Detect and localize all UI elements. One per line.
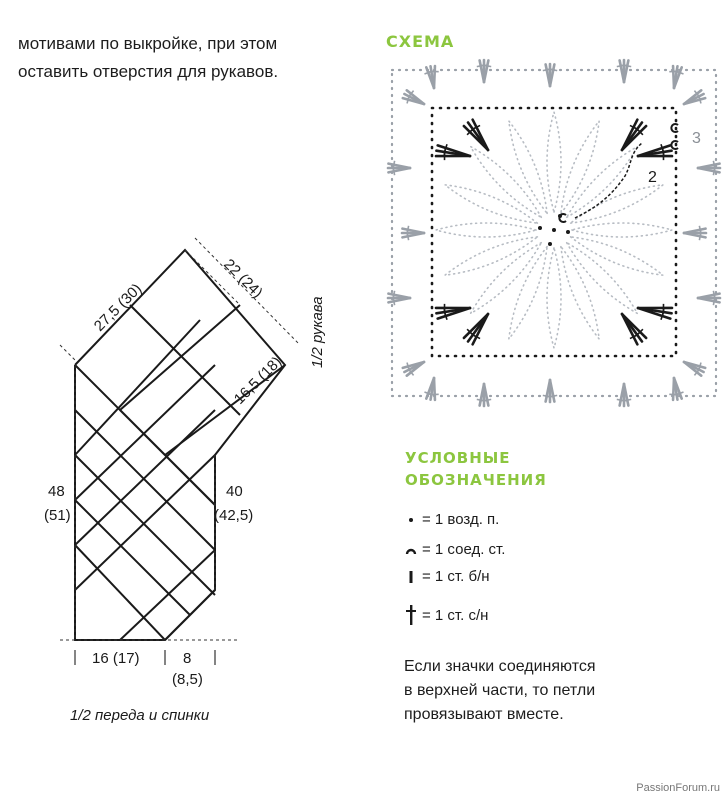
- pattern-diagram: [0, 215, 370, 724]
- note-line-2: в верхней части, то петли: [404, 682, 596, 699]
- dimension-lines: [60, 238, 300, 640]
- legend-text: = 1 ст. б/н: [422, 568, 490, 585]
- intro-line-1: мотивами по выкройке, при этом: [18, 34, 278, 53]
- grey-stitch-fan: [698, 291, 720, 305]
- grid-line: [120, 550, 215, 640]
- note-line-1: Если значки соединяются: [404, 658, 596, 675]
- grid-line: [75, 320, 200, 455]
- legend-item-single: [404, 568, 490, 585]
- grey-stitch-fan: [543, 64, 557, 86]
- grey-stitch-fan: [402, 226, 424, 240]
- grey-stitch-fan: [388, 161, 410, 175]
- grey-stitch-fan: [403, 90, 424, 104]
- grey-stitch-fan: [388, 291, 410, 305]
- motif-petal: [572, 223, 672, 237]
- motif-petal: [547, 248, 561, 348]
- legend-item-chain: [404, 511, 499, 528]
- grey-stitch-fan: [424, 66, 438, 88]
- legend-title-line-2: ОБОЗНАЧЕНИЯ: [405, 471, 547, 489]
- label-right-b: (42,5): [214, 507, 254, 524]
- legend-title-line-1: УСЛОВНЫЕ: [405, 449, 511, 467]
- label-left-a: 48: [48, 483, 65, 500]
- grey-stitch-fan: [424, 378, 438, 400]
- bar-icon: [404, 570, 418, 584]
- label-top-right: 22 (24): [220, 255, 266, 302]
- grey-stitch-fan: [477, 60, 491, 82]
- dark-stitch-fan: [638, 304, 672, 320]
- motif-petal: [571, 237, 663, 275]
- grey-stitch-fan: [403, 362, 424, 376]
- label-top-left: 27,5 (30): [90, 280, 146, 335]
- grey-stitch-fan: [684, 226, 706, 240]
- grey-stitch-fan: [617, 60, 631, 82]
- grey-stitch-fan: [684, 362, 705, 376]
- motif-petal: [471, 147, 542, 218]
- motif-petal: [471, 243, 542, 314]
- intro-text: [18, 30, 368, 86]
- arc-icon: [404, 545, 418, 555]
- label-left-b: (51): [44, 507, 71, 524]
- label-right-a: 40: [226, 483, 243, 500]
- row-label-2: 2: [648, 169, 657, 186]
- motif-petal: [547, 112, 561, 212]
- dark-stitch-fan: [464, 314, 488, 344]
- intro-line-2: оставить отверстия для рукавов.: [18, 62, 279, 81]
- dark-stitch-fan: [638, 144, 672, 160]
- legend-text: = 1 соед. ст.: [422, 541, 506, 558]
- motif-petal: [567, 147, 638, 218]
- row-label-3: 3: [692, 130, 701, 147]
- dark-stitch-fan: [622, 120, 646, 150]
- dark-stitch-fan: [622, 314, 646, 344]
- grey-stitch-fan: [617, 384, 631, 406]
- dark-stitch-fan: [464, 120, 488, 150]
- label-sleeve: 1/2 рукава: [309, 296, 326, 368]
- dot-icon: [404, 517, 418, 523]
- label-bottom-right-a: 8: [183, 650, 192, 667]
- motif-petal: [509, 247, 547, 339]
- legend-item-double: [404, 604, 488, 626]
- legend-text: = 1 возд. п.: [422, 511, 500, 528]
- cross-icon: [404, 604, 418, 626]
- motif-petal: [445, 185, 537, 223]
- grey-stitch-fan: [477, 384, 491, 406]
- center-ring: [538, 214, 570, 246]
- pattern-caption: 1/2 переда и спинки: [70, 707, 210, 724]
- grey-stitch-fan: [543, 380, 557, 402]
- grid-line: [75, 500, 190, 615]
- motif-petal: [436, 223, 536, 237]
- label-bottom-right-b: (8,5): [172, 671, 203, 688]
- motif-petal: [567, 243, 638, 314]
- round-spiral: [575, 143, 642, 218]
- grey-stitch-fan: [684, 90, 705, 104]
- grid-line: [130, 305, 240, 415]
- legend-item-slip: [404, 541, 505, 558]
- legend-note: [404, 655, 596, 727]
- legend-title: [405, 447, 547, 491]
- dark-stitch-fan: [436, 144, 470, 160]
- schema-title: СХЕМА: [386, 32, 455, 51]
- note-line-3: провязывают вместе.: [404, 706, 564, 723]
- motif-petal: [561, 121, 599, 213]
- crochet-motif-diagram: [380, 58, 728, 408]
- grid-line: [120, 305, 240, 410]
- label-bottom-left: 16 (17): [92, 650, 140, 667]
- grid-line: [75, 545, 165, 640]
- legend-text: = 1 ст. с/н: [422, 606, 489, 624]
- grey-stitch-fan: [698, 161, 720, 175]
- dark-stitch-fan: [436, 304, 470, 320]
- label-right-upper: 16,5 (18): [230, 353, 286, 408]
- watermark: PassionForum.ru: [636, 782, 720, 794]
